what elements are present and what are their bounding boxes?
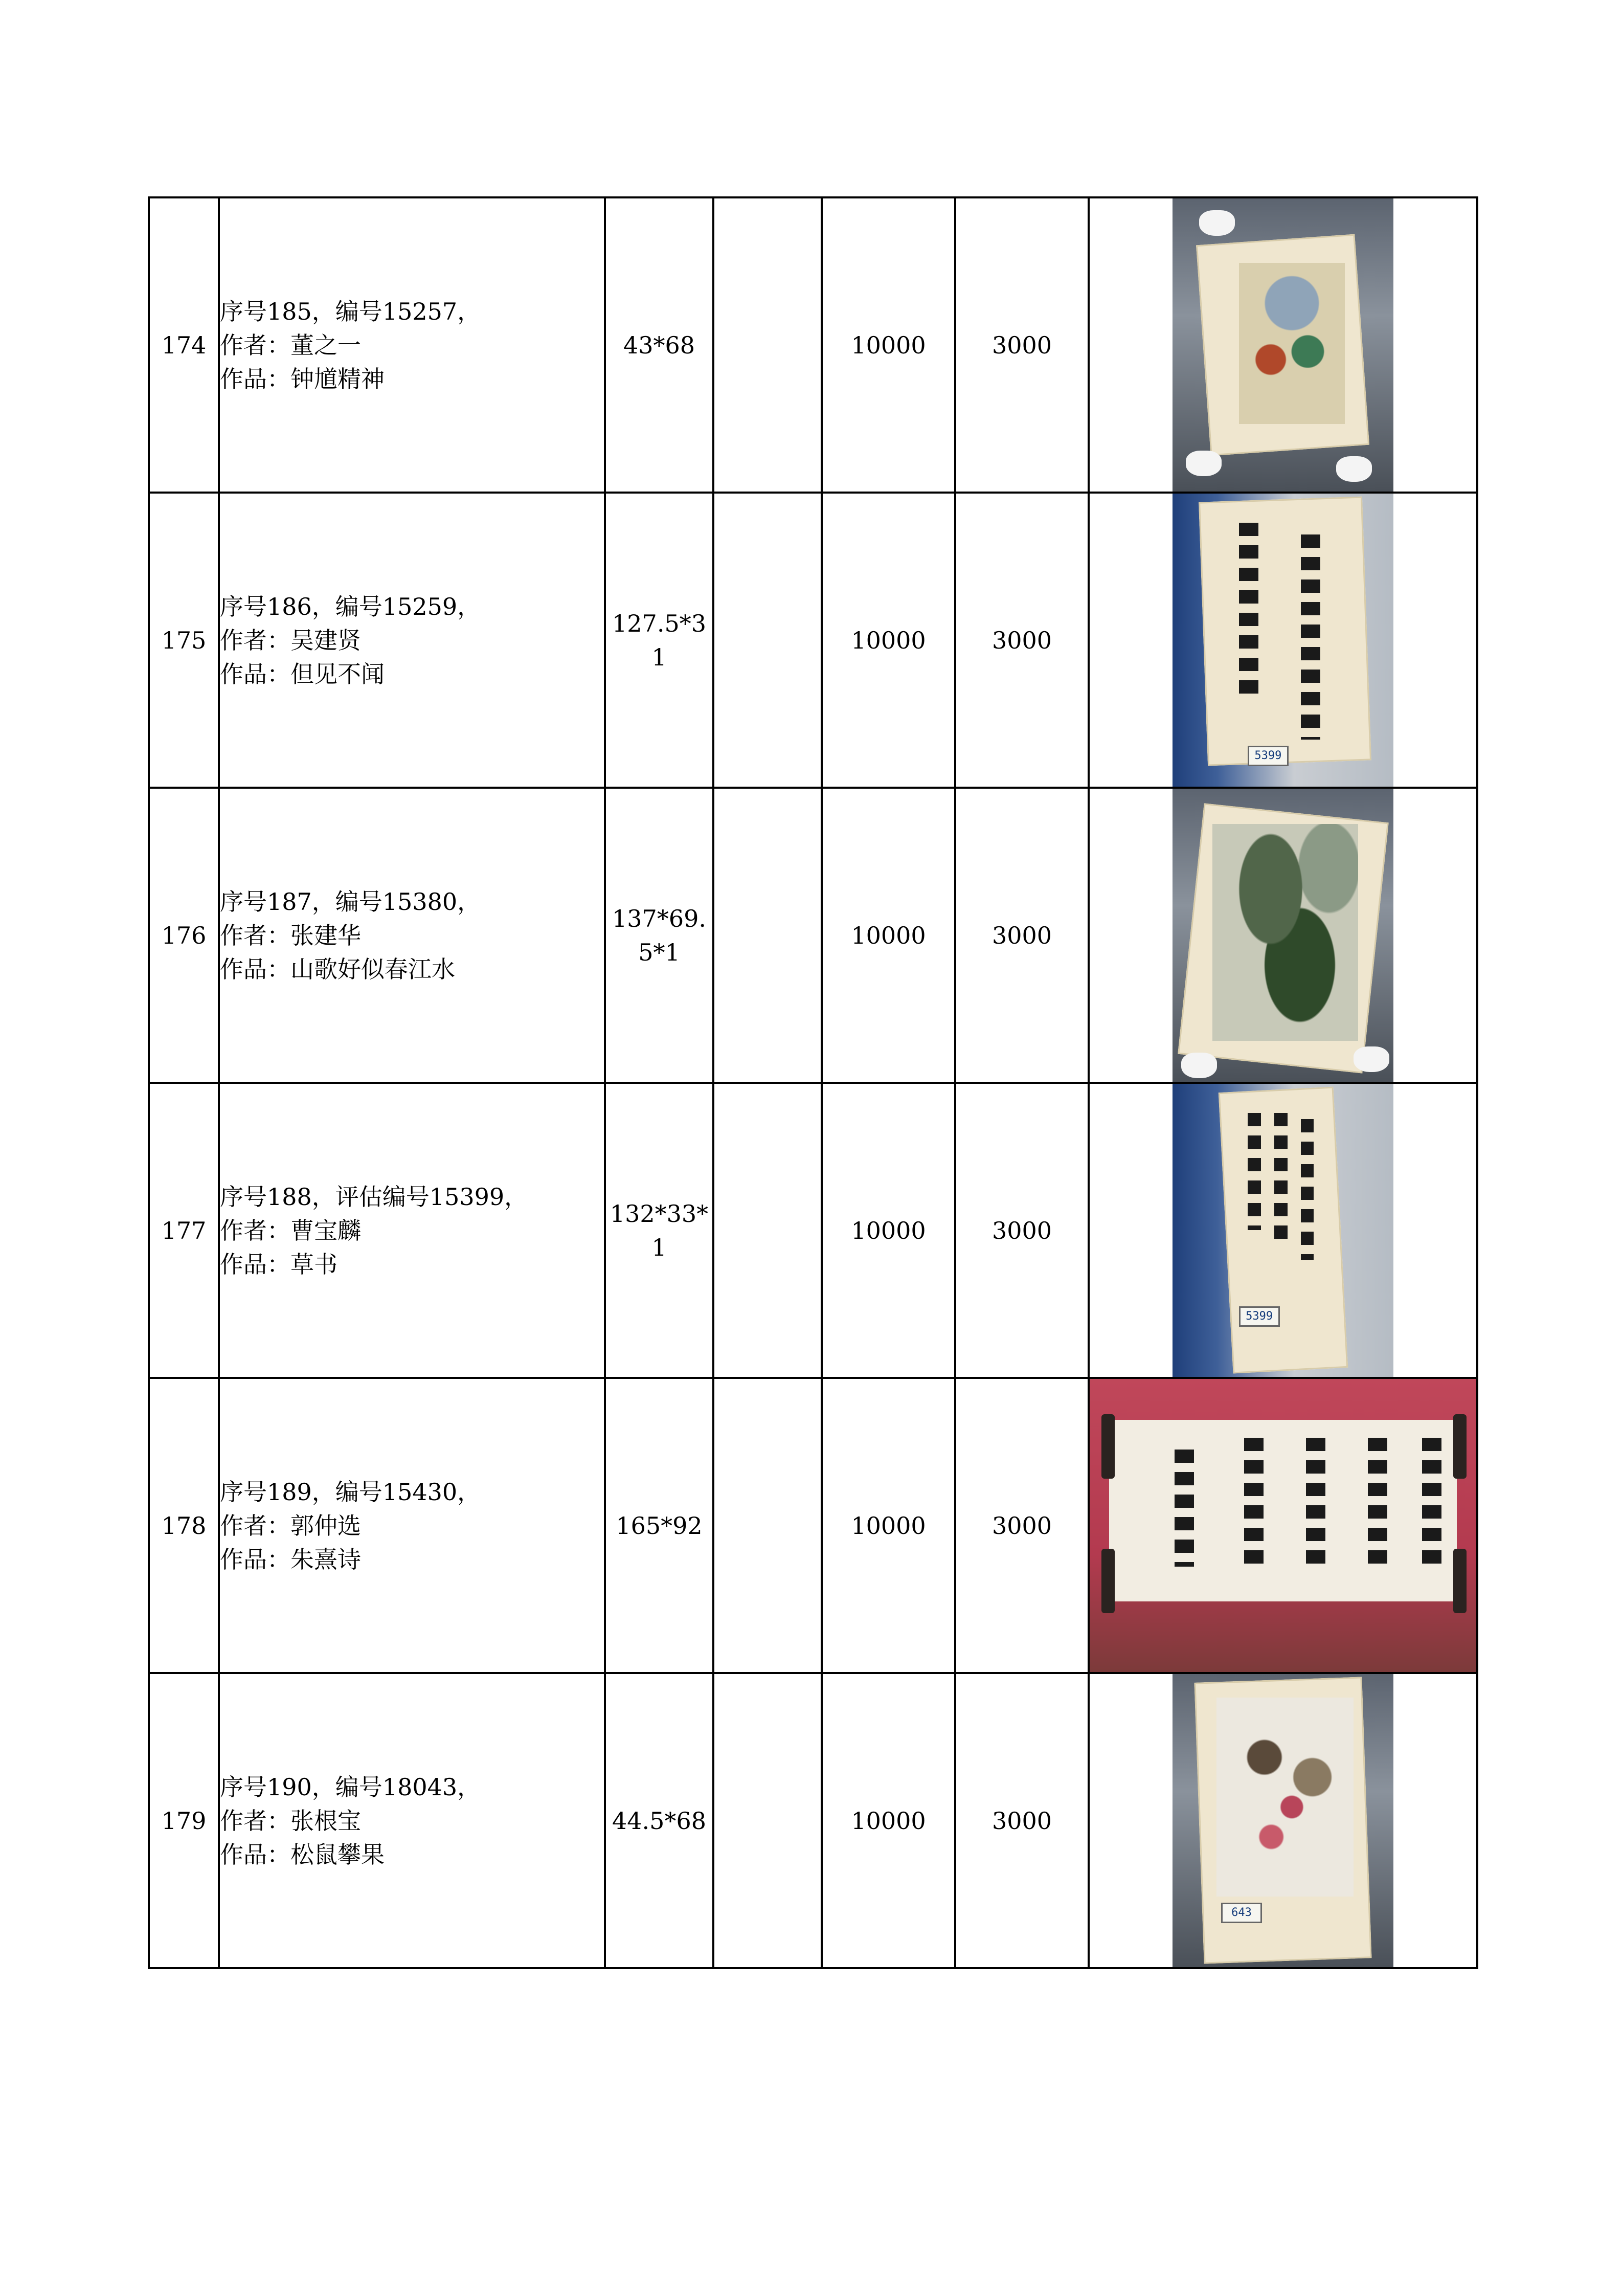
scroll-photo-cursive <box>1173 1084 1393 1377</box>
value-a: 10000 <box>822 788 955 1083</box>
scroll-photo-painting <box>1173 198 1393 492</box>
table-row <box>149 1673 1477 1968</box>
photo-cell <box>1089 493 1477 788</box>
item-author: 作者：董之一 <box>220 331 361 359</box>
item-description <box>219 197 605 493</box>
item-serial: 序号185，编号15257， <box>220 297 481 325</box>
item-size: 132*33* 1 <box>605 1083 713 1378</box>
empty-cell <box>713 1378 822 1673</box>
item-author: 作者：张根宝 <box>220 1807 361 1835</box>
value-b: 3000 <box>955 197 1089 493</box>
lot-tag: 643 <box>1221 1903 1262 1923</box>
photo-cell <box>1089 1378 1477 1673</box>
item-author: 作者：曹宝麟 <box>220 1216 361 1244</box>
item-size: 43*68 <box>605 197 713 493</box>
value-a: 10000 <box>822 1673 955 1968</box>
photo-cell <box>1089 1673 1477 1968</box>
item-title: 作品：朱熹诗 <box>220 1545 361 1573</box>
catalog-table <box>148 196 1478 1969</box>
photo-cell <box>1089 197 1477 493</box>
empty-cell <box>713 1673 822 1968</box>
empty-cell <box>713 788 822 1083</box>
item-serial: 序号190，编号18043， <box>220 1773 481 1801</box>
value-a: 10000 <box>822 1083 955 1378</box>
value-a: 10000 <box>822 493 955 788</box>
photo-cell <box>1089 788 1477 1083</box>
scroll-photo-landscape <box>1173 789 1393 1082</box>
value-a: 10000 <box>822 1378 955 1673</box>
item-serial: 序号188，评估编号15399， <box>220 1183 528 1211</box>
item-description <box>219 493 605 788</box>
item-description <box>219 1673 605 1968</box>
item-size: 127.5*3 1 <box>605 493 713 788</box>
row-index: 175 <box>149 493 219 788</box>
row-index: 177 <box>149 1083 219 1378</box>
item-serial: 序号187，编号15380， <box>220 887 481 916</box>
value-a: 10000 <box>822 197 955 493</box>
item-title: 作品：草书 <box>220 1250 337 1278</box>
item-title: 作品：松鼠攀果 <box>220 1840 385 1868</box>
value-b: 3000 <box>955 493 1089 788</box>
item-description <box>219 788 605 1083</box>
item-serial: 序号189，编号15430， <box>220 1478 481 1506</box>
item-serial: 序号186，编号15259， <box>220 592 481 620</box>
value-b: 3000 <box>955 1083 1089 1378</box>
value-b: 3000 <box>955 788 1089 1083</box>
scroll-photo-squirrel <box>1173 1674 1393 1967</box>
empty-cell <box>713 197 822 493</box>
item-author: 作者：吴建贤 <box>220 626 361 654</box>
lot-tag: 5399 <box>1248 746 1289 766</box>
table-row <box>149 1083 1477 1378</box>
row-index: 179 <box>149 1673 219 1968</box>
value-b: 3000 <box>955 1673 1089 1968</box>
table-row <box>149 788 1477 1083</box>
empty-cell <box>713 493 822 788</box>
scroll-photo-calligraphy-couplet <box>1173 494 1393 787</box>
table-row <box>149 493 1477 788</box>
value-b: 3000 <box>955 1378 1089 1673</box>
item-size: 137*69. 5*1 <box>605 788 713 1083</box>
item-title: 作品：山歌好似春江水 <box>220 955 455 983</box>
table-row <box>149 197 1477 493</box>
row-index: 176 <box>149 788 219 1083</box>
empty-cell <box>713 1083 822 1378</box>
item-size: 44.5*68 <box>605 1673 713 1968</box>
row-index: 178 <box>149 1378 219 1673</box>
item-title: 作品：但见不闻 <box>220 660 385 688</box>
item-author: 作者：郭仲选 <box>220 1511 361 1540</box>
lot-tag: 5399 <box>1239 1306 1280 1327</box>
scroll-photo-calligraphy-on-red <box>1090 1379 1476 1672</box>
row-index: 174 <box>149 197 219 493</box>
table-row <box>149 1378 1477 1673</box>
item-description <box>219 1083 605 1378</box>
item-author: 作者：张建华 <box>220 921 361 949</box>
photo-cell <box>1089 1083 1477 1378</box>
item-size: 165*92 <box>605 1378 713 1673</box>
item-title: 作品：钟馗精神 <box>220 365 385 393</box>
item-description <box>219 1378 605 1673</box>
